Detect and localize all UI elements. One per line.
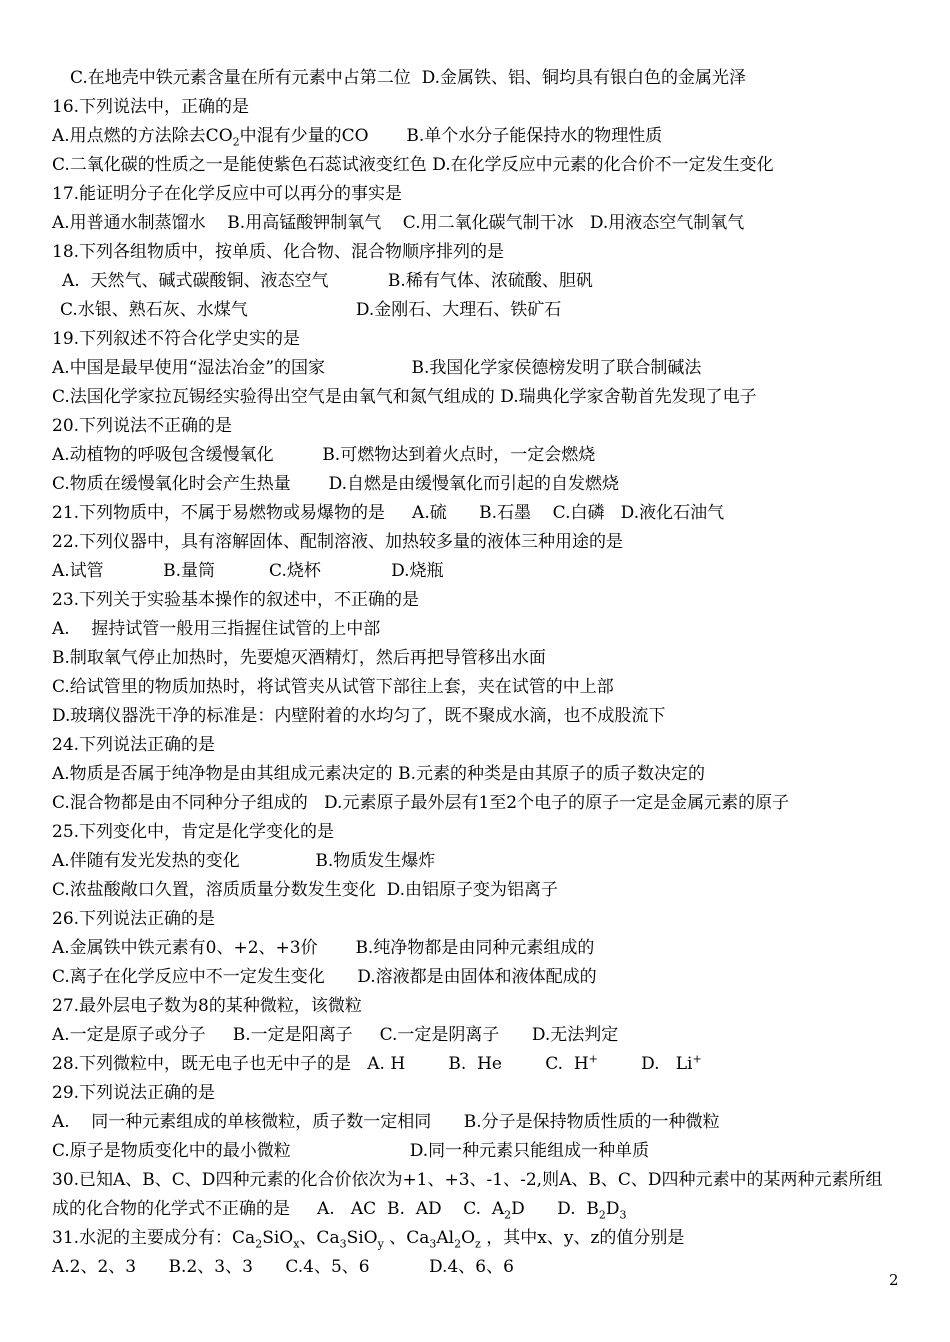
text-run: A.中国是最早使用“湿法冶金”的国家 B.我国化学家侯德榜发明了联合制碱法 [52,358,702,378]
text-line [52,1050,912,1079]
page-number: 2 [889,1271,899,1289]
subscript: 2 [598,1208,606,1222]
text-line [52,789,912,818]
superscript: + [588,1052,598,1066]
text-run: Al [436,1228,455,1248]
text-run: A.一定是原子或分子 B.一定是阳离子 C.一定是阴离子 D.无法判定 [52,1025,619,1045]
subscript: 2 [504,1208,512,1222]
text-run: 23.下列关于实验基本操作的叙述中，不正确的是 [52,590,420,610]
text-run: C.混合物都是由不同种分子组成的 D.元素原子最外层有1至2个电子的原子一定是金属元素的原子 [52,793,790,813]
text-run: A.物质是否属于纯净物是由其组成元素决定的 B.元素的种类是由其原子的质子数决定的 [52,764,705,784]
text-line [52,1253,912,1282]
text-run: C.原子是物质变化中的最小微粒 D.同一种元素只能组成一种单质 [52,1141,650,1161]
text-line [52,1224,912,1253]
text-run: D D. B [511,1199,599,1219]
question-text-block [52,64,912,1282]
text-line [52,615,912,644]
text-line [52,180,912,209]
text-line [52,354,912,383]
text-run: 18.下列各组物质中，按单质、化合物、混合物顺序排列的是 [52,242,505,262]
subscript: 3 [429,1237,437,1251]
text-line [52,760,912,789]
text-line [52,876,912,905]
text-line [52,673,912,702]
subscript: 2 [232,135,240,149]
text-run: 26.下列说法正确的是 [52,909,216,929]
text-run: SiO [346,1228,378,1248]
text-run: 31.水泥的主要成分有：Ca [52,1228,256,1248]
text-line [52,934,912,963]
subscript: 2 [454,1237,462,1251]
text-run: C.水银、熟石灰、水煤气 D.金刚石、大理石、铁矿石 [60,300,562,320]
text-line [52,586,912,615]
text-run: C.浓盐酸敞口久置，溶质质量分数发生变化 D.由铝原子变为铝离子 [52,880,559,900]
text-line [52,499,912,528]
text-line [52,557,912,586]
text-run: C.给试管里的物质加热时，将试管夹从试管下部往上套，夹在试管的中上部 [52,677,614,697]
text-line [52,1166,912,1195]
text-run: 19.下列叙述不符合化学史实的是 [52,329,301,349]
text-line [52,296,912,325]
subscript: 2 [255,1237,263,1251]
text-run: 、Ca [299,1228,340,1248]
subscript: 3 [339,1237,347,1251]
text-run: 16.下列说法中，正确的是 [52,97,250,117]
text-run: SiO [262,1228,294,1248]
text-run: 28.下列微粒中，既无电子也无中子的是 A. H B. He C. H [52,1054,589,1074]
text-line [52,1195,912,1224]
subscript: z [475,1237,481,1251]
text-run: C.在地壳中铁元素含量在所有元素中占第二位 D.金属铁、铝、铜均具有银白色的金属光泽 [70,68,747,88]
text-line [52,644,912,673]
text-run: A. 天然气、碱式碳酸铜、液态空气 B.稀有气体、浓硫酸、胆矾 [62,271,593,291]
text-run: C.物质在缓慢氧化时会产生热量 D.自燃是由缓慢氧化而引起的自发燃烧 [52,474,620,494]
text-line [52,441,912,470]
text-line [52,963,912,992]
text-run: A.用点燃的方法除去CO [52,126,233,146]
text-run: 25.下列变化中，肯定是化学变化的是 [52,822,335,842]
text-line [52,122,912,151]
text-line [52,731,912,760]
text-line [52,905,912,934]
text-run: 24.下列说法正确的是 [52,735,216,755]
text-run: 30.已知A、B、C、D四种元素的化合价依次为+1、+3、-1、-2,则A、B、C、D四种元素中的某两种元素所组 [52,1170,883,1190]
text-line [52,992,912,1021]
text-run: D [605,1199,620,1219]
superscript: + [692,1052,702,1066]
text-line [52,470,912,499]
text-line [52,847,912,876]
text-line [52,93,912,122]
text-run: 21.下列物质中，不属于易燃物或易爆物的是 A.硫 B.石墨 C.白磷 D.液化石油气 [52,503,725,523]
text-line [52,1079,912,1108]
text-run: 17.能证明分子在化学反应中可以再分的事实是 [52,184,403,204]
text-run: O [461,1228,476,1248]
text-line [52,818,912,847]
text-run: 29.下列说法正确的是 [52,1083,216,1103]
text-run: 成的化合物的化学式不正确的是 A. AC B. AD C. A [52,1199,505,1219]
text-line [52,267,912,296]
text-run: 中混有少量的CO B.单个水分子能保持水的物理性质 [239,126,663,146]
text-line [52,1137,912,1166]
text-line [52,1108,912,1137]
text-line [52,151,912,180]
subscript: y [377,1237,384,1251]
text-run: A. 握持试管一般用三指握住试管的上中部 [52,619,381,639]
text-run: A. 同一种元素组成的单核微粒，质子数一定相同 B.分子是保持物质性质的一种微粒 [52,1112,720,1132]
subscript: 3 [619,1208,627,1222]
text-line [52,412,912,441]
text-run: B.制取氧气停止加热时，先要熄灭酒精灯，然后再把导管移出水面 [52,648,546,668]
text-run: A.伴随有发光发热的变化 B.物质发生爆炸 [52,851,436,871]
text-run: 22.下列仪器中，具有溶解固体、配制溶液、加热较多量的液体三种用途的是 [52,532,624,552]
text-line [52,383,912,412]
text-run: ，其中x、y、z的值分别是 [480,1228,685,1248]
text-line [52,325,912,354]
text-run: C.离子在化学反应中不一定发生变化 D.溶液都是由固体和液体配成的 [52,967,597,987]
text-run: A.试管 B.量筒 C.烧杯 D.烧瓶 [52,561,444,581]
text-run: A.用普通水制蒸馏水 B.用高锰酸钾制氧气 C.用二氧化碳气制干冰 D.用液态空气制氧气 [52,213,745,233]
text-run: D.玻璃仪器洗干净的标准是：内壁附着的水均匀了，既不聚成水滴，也不成股流下 [52,706,666,726]
text-line [52,702,912,731]
text-run: C.法国化学家拉瓦锡经实验得出空气是由氧气和氮气组成的 D.瑞典化学家舍勒首先发现了电子 [52,387,757,407]
text-run: C.二氧化碳的性质之一是能使紫色石蕊试液变红色 D.在化学反应中元素的化合价不一定发生变化 [52,155,774,175]
text-run: D. Li [597,1054,693,1074]
text-line [52,238,912,267]
text-run: 、Ca [383,1228,430,1248]
text-run: A.动植物的呼吸包含缓慢氧化 B.可燃物达到着火点时，一定会燃烧 [52,445,596,465]
text-line [52,1021,912,1050]
text-line [52,528,912,557]
text-run: A.金属铁中铁元素有0、+2、+3价 B.纯净物都是由同种元素组成的 [52,938,595,958]
text-line [52,64,912,93]
subscript: x [293,1237,300,1251]
text-run: A.2、2、3 B.2、3、3 C.4、5、6 D.4、6、6 [52,1257,514,1277]
text-run: 27.最外层电子数为8的某种微粒，该微粒 [52,996,362,1016]
text-line [52,209,912,238]
text-run: 20.下列说法不正确的是 [52,416,233,436]
